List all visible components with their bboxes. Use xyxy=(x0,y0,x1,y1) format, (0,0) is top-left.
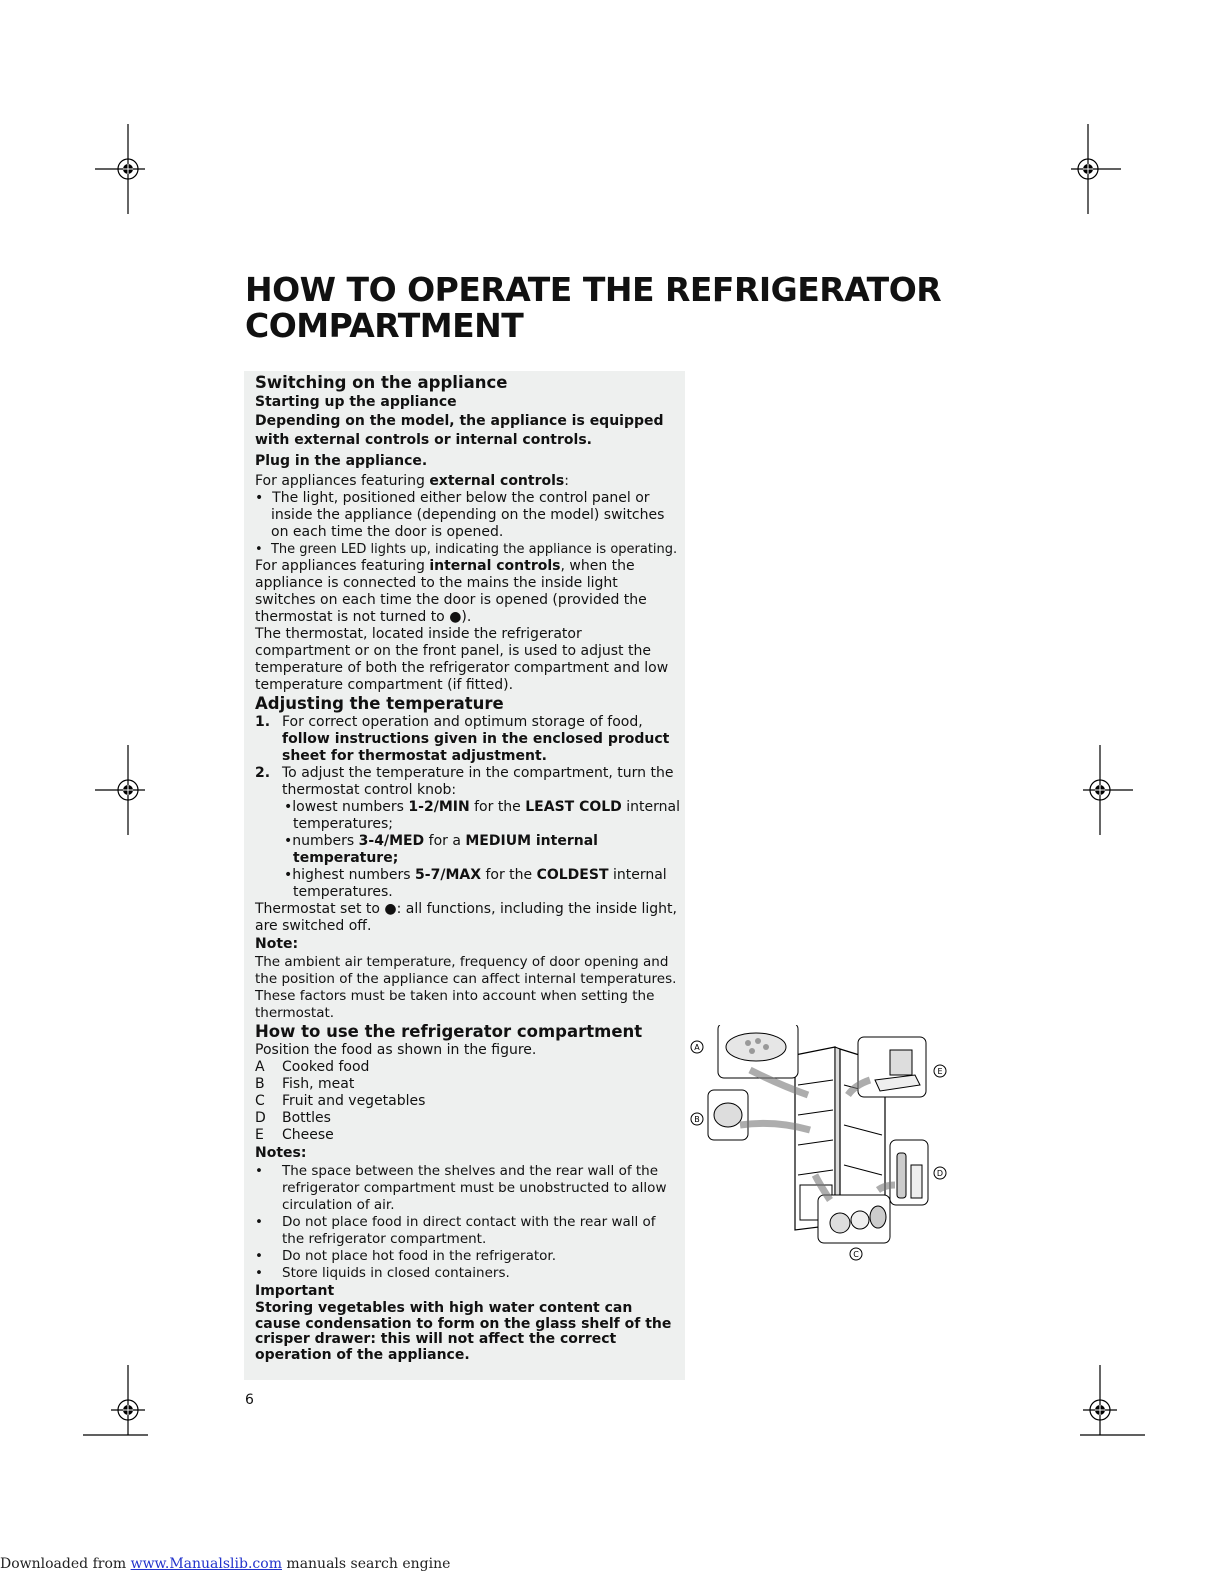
subheading-starting-up: Starting up the appliance xyxy=(255,394,457,410)
registration-mark-top-left xyxy=(83,124,173,214)
food-item-a: A Cooked food xyxy=(255,1059,370,1075)
food-item-e: E Cheese xyxy=(255,1127,334,1143)
setting-max: •highest numbers 5-7/MAX for the COLDEST internal temperatures. xyxy=(284,867,667,900)
important-text: Storing vegetables with high water content can cause condensation to form on the glass shelf of the crisper drawer: this will not affect the correct operation of the appliance. xyxy=(255,1300,672,1363)
note-item: • Store liquids in closed containers. xyxy=(255,1265,510,1281)
step-2: 2. To adjust the temperature in the compartment, turn the thermostat control knob: xyxy=(255,765,674,798)
note-label: Note: xyxy=(255,936,299,952)
note-item: • The space between the shelves and the rear wall of the refrigerator compartment must be unobstructed to allow circulation of air. xyxy=(255,1163,667,1213)
model-controls-note: Depending on the model, the appliance is equipped with external controls or internal controls. xyxy=(255,413,664,448)
refrigerator-figure xyxy=(690,1025,960,1275)
section-heading-how-to-use: How to use the refrigerator compartment xyxy=(255,1022,643,1041)
important-label: Important xyxy=(255,1283,335,1299)
step-1: 1. For correct operation and optimum storage of food, follow instructions given in the enclosed product sheet for thermostat adjustment. xyxy=(255,714,670,764)
page-title-line-2: COMPARTMENT xyxy=(245,306,524,345)
svg-text:C: C xyxy=(853,1250,859,1259)
thermostat-description: The thermostat, located inside the refrigerator compartment or on the front panel, is used to adjust the temperature of both the refrigerator compartment and low temperature compartment (if fitted). xyxy=(255,626,669,693)
note-item: • Do not place food in direct contact with the rear wall of the refrigerator compartment. xyxy=(255,1214,656,1247)
figure-label-c xyxy=(850,1248,862,1260)
food-list xyxy=(255,1059,680,1144)
bullet-green-led: • The green LED lights up, indicating the appliance is operating. xyxy=(255,542,678,557)
figure-label-b xyxy=(691,1113,703,1125)
instructions-column xyxy=(255,373,680,1363)
section-heading-switching-on: Switching on the appliance xyxy=(255,373,508,392)
registration-mark-top-right xyxy=(1043,124,1133,214)
section-heading-adjusting: Adjusting the temperature xyxy=(255,694,504,713)
food-item-b: B Fish, meat xyxy=(255,1076,355,1092)
figure-label-d xyxy=(934,1167,946,1179)
manualslib-link[interactable]: www.Manualslib.com xyxy=(130,1556,282,1572)
page-number: 6 xyxy=(245,1392,254,1408)
note-item: • Do not place hot food in the refrigerator. xyxy=(255,1248,557,1264)
setting-min: •lowest numbers 1-2/MIN for the LEAST COLD internal temperatures; xyxy=(284,799,680,832)
figure-label-e xyxy=(934,1065,946,1077)
footer-suffix: manuals search engine xyxy=(281,1556,451,1572)
bullet-light: • The light, positioned either below the control panel or inside the appliance (depending on the model) switches on each time the door is opened. xyxy=(255,490,665,540)
setting-med: •numbers 3-4/MED for a MEDIUM internal temperature; xyxy=(284,833,598,866)
position-food-intro: Position the food as shown in the figure. xyxy=(255,1042,537,1058)
svg-text:D: D xyxy=(936,1169,944,1178)
page-title-line-1: HOW TO OPERATE THE REFRIGERATOR xyxy=(245,270,942,309)
registration-mark-bottom-right xyxy=(1055,1365,1145,1455)
figure-label-a xyxy=(691,1041,703,1053)
internal-controls-text: For appliances featuring internal controls, when the appliance is connected to the mains the inside light switches on each time the door is opened (provided the thermostat is not turned to ●). xyxy=(255,558,647,625)
external-controls-intro: For appliances featuring external controls: xyxy=(255,473,569,489)
page-title xyxy=(245,272,965,344)
plug-in-instruction: Plug in the appliance. xyxy=(255,453,428,469)
svg-text:B: B xyxy=(694,1115,700,1124)
thermostat-off-text: Thermostat set to ●: all functions, including the inside light, are switched off. xyxy=(255,901,677,934)
footer-prefix: Downloaded from xyxy=(0,1556,131,1572)
registration-mark-middle-right xyxy=(1055,745,1145,835)
download-footer xyxy=(0,1556,450,1572)
svg-text:E: E xyxy=(937,1067,943,1076)
food-item-d: D Bottles xyxy=(255,1110,331,1126)
notes-label: Notes: xyxy=(255,1145,307,1161)
food-item-c: C Fruit and vegetables xyxy=(255,1093,426,1109)
notes-list xyxy=(255,1163,680,1282)
note-text: The ambient air temperature, frequency of door opening and the position of the appliance can affect internal temperatures. These factors must be taken into account when setting the thermostat. xyxy=(255,954,677,1021)
svg-text:A: A xyxy=(694,1043,700,1052)
registration-mark-middle-left xyxy=(83,745,173,835)
registration-mark-bottom-left xyxy=(83,1365,173,1455)
